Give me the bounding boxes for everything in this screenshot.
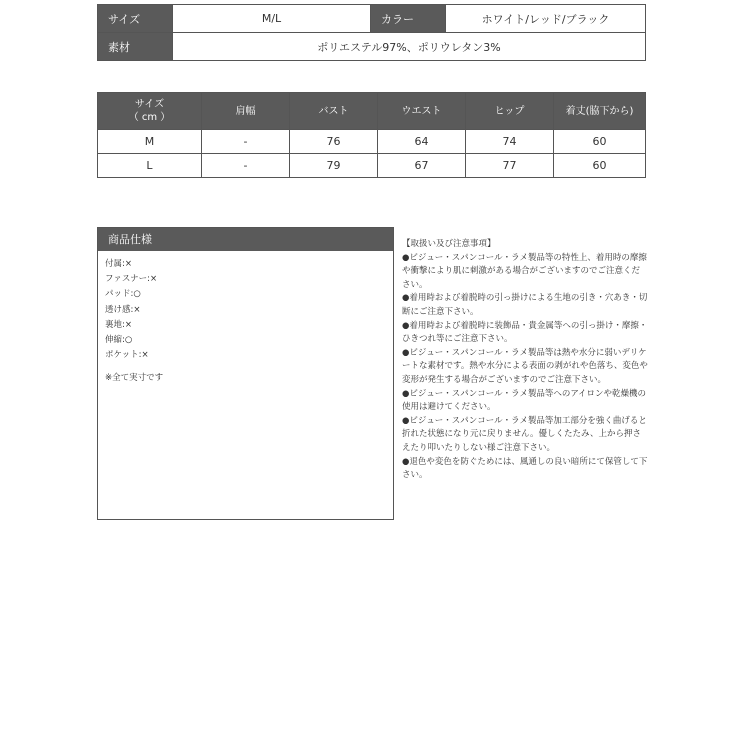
note-item: ●ビジュー・スパンコール・ラメ製品等は熱や水分に弱いデリケートな素材です。熱や水分による表面の剥がれや色落ち、変色や変形が発生する場合がございますのでご注意下さい。	[402, 347, 648, 385]
size-header-row	[98, 93, 646, 130]
product-info-table	[97, 4, 646, 61]
bust-cell: 76	[290, 130, 378, 154]
spec-note: ※全て実寸です	[105, 373, 164, 384]
shoulder-cell: -	[202, 130, 290, 154]
list-item: ポケット:×	[105, 350, 149, 361]
list-item: 透け感:×	[105, 304, 141, 315]
size-cell: L	[98, 154, 202, 178]
length-cell: 60	[554, 130, 646, 154]
hip-col-header: ヒップ	[466, 93, 554, 130]
color-value: ホワイト/レッド/ブラック	[446, 5, 646, 33]
material-label: 素材	[98, 33, 173, 61]
color-label: カラー	[371, 5, 446, 33]
size-cell: M	[98, 130, 202, 154]
note-item: ●退色や変色を防ぐためには、風通しの良い暗所にて保管して下さい。	[402, 456, 648, 481]
length-col-header: 着丈(脇下から)	[554, 93, 646, 130]
list-item: 伸縮:○	[105, 335, 133, 346]
hip-cell: 74	[466, 130, 554, 154]
length-cell: 60	[554, 154, 646, 178]
list-item: 付属:×	[105, 259, 132, 269]
waist-cell: 67	[378, 154, 466, 178]
info-row-material	[98, 33, 646, 61]
spec-list	[105, 257, 393, 363]
bust-col-header: バスト	[290, 93, 378, 130]
shoulder-col-header: 肩幅	[202, 93, 290, 130]
size-label: サイズ	[98, 5, 173, 33]
note-item: ●ビジュー・スパンコール・ラメ製品等加工部分を強く曲げると折れた状態になり元に戻りません。優しくたたみ、上から押さえたり叩いたりしない様ご注意下さい。	[402, 415, 647, 453]
spec-title: 商品仕様	[98, 228, 393, 251]
list-item: パッド:○	[105, 289, 141, 300]
note-item: ●着用時および着脱時に装飾品・貴金属等への引っ掛け・摩擦・ひきつれ等にご注意下さい。	[402, 320, 648, 345]
shoulder-cell: -	[202, 154, 290, 178]
material-value: ポリエステル97%、ポリウレタン3%	[173, 33, 646, 61]
size-chart-table	[97, 92, 646, 178]
bust-cell: 79	[290, 154, 378, 178]
product-spec-panel	[97, 227, 394, 520]
size-col-header: サイズ （ cm ）	[98, 93, 202, 130]
note-item: ●着用時および着脱時の引っ掛けによる生地の引き・穴あき・切断にご注意下さい。	[402, 293, 648, 317]
waist-col-header: ウエスト	[378, 93, 466, 130]
note-item: ●ビジュー・スパンコール・ラメ製品等の特性上、着用時の摩擦や衝撃により肌に刺激がある場合がございますのでご注意ください。	[402, 252, 647, 290]
table-row	[98, 154, 646, 178]
list-item: 裏地:×	[105, 319, 132, 330]
waist-cell: 64	[378, 130, 466, 154]
hip-cell: 77	[466, 154, 554, 178]
size-value: M/L	[173, 5, 371, 33]
table-row	[98, 130, 646, 154]
care-notes	[402, 238, 648, 483]
info-row-size-color	[98, 5, 646, 33]
notes-title: 【取扱い及び注意事項】	[402, 239, 496, 249]
list-item: ファスナー:×	[105, 274, 158, 285]
note-item: ●ビジュー・スパンコール・ラメ製品等へのアイロンや乾燥機の使用は避けてください。	[402, 388, 647, 413]
